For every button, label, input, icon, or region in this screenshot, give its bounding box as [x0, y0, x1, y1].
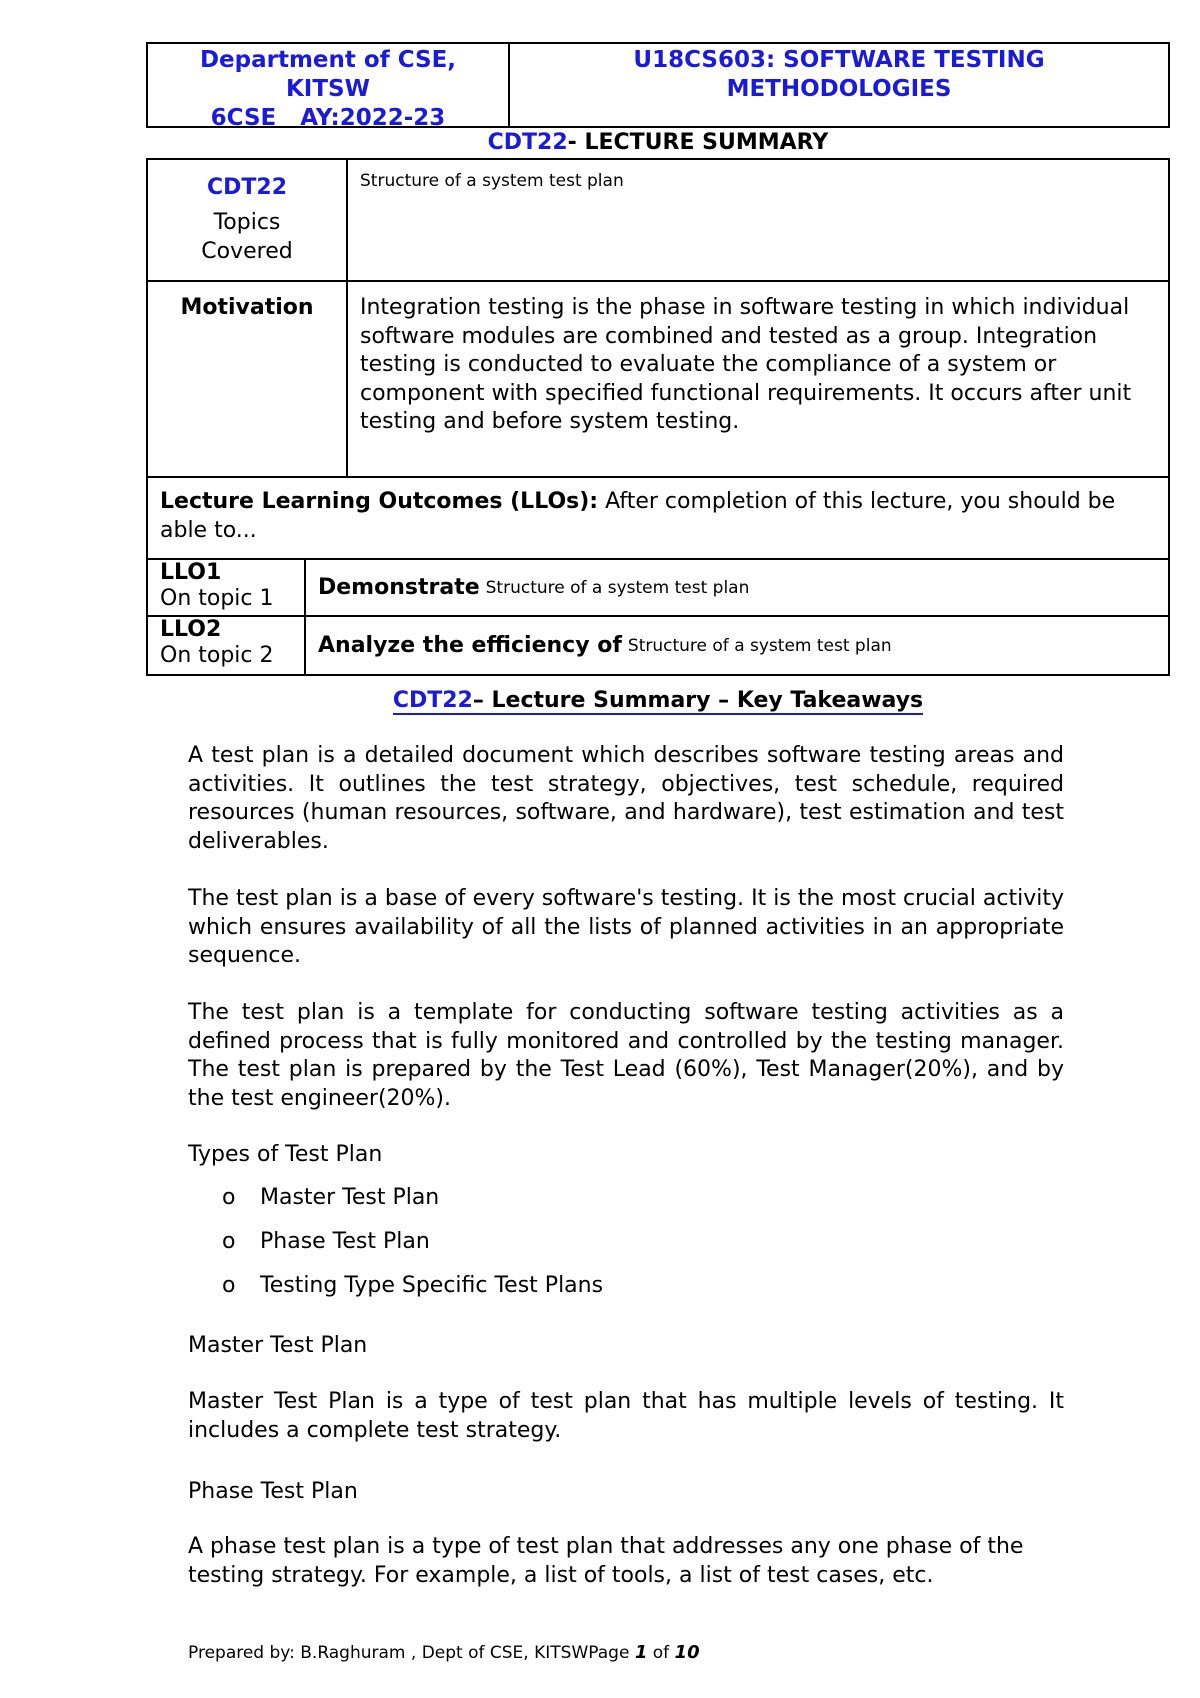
llo-id-cell — [148, 560, 306, 615]
llo-id-cell — [148, 617, 306, 674]
lecture-table — [146, 158, 1170, 676]
topics-row — [148, 160, 1168, 282]
llo-object: Structure of a system test plan — [627, 635, 892, 656]
llo-intro-row — [148, 478, 1168, 560]
page-word: Page — [588, 1643, 635, 1663]
llo-intro-heading: Lecture Learning Outcomes (LLOs): — [160, 489, 599, 514]
master-test-plan-text: Master Test Plan is a type of test plan that has multiple levels of testing. It includes a complete test strategy. — [188, 1389, 1064, 1443]
llo-id: LLO1 — [160, 560, 222, 585]
topics-label — [148, 208, 346, 266]
types-heading: Types of Test Plan — [188, 1142, 383, 1167]
llo-topic: On topic 1 — [160, 586, 274, 611]
llo-description — [306, 617, 1168, 674]
llo-object: Structure of a system test plan — [485, 577, 750, 598]
lecture-summary-title — [146, 128, 1170, 158]
motivation-row — [148, 282, 1168, 478]
list-item — [222, 1184, 439, 1212]
master-test-plan-heading: Master Test Plan — [188, 1333, 368, 1358]
takeaways-code: CDT22 — [392, 688, 473, 713]
paragraph-test-plan-template: The test plan is a template for conducting software testing activities as a defined process that is fully monitored and controlled by the testing manager. The test plan is prepared by the Test Lead (60%), Test Manager(20%), and by the test engineer(20%). — [188, 1000, 1064, 1111]
llo-row-2 — [148, 617, 1168, 674]
summary-code: CDT22 — [487, 130, 568, 155]
department-info — [148, 44, 510, 131]
llo-verb: Demonstrate — [318, 575, 480, 600]
page-total: 10 — [674, 1642, 700, 1663]
motivation-label: Motivation — [148, 282, 348, 476]
bullet-icon: o — [222, 1185, 236, 1210]
topics-label-line-1: Topics — [213, 210, 281, 235]
list-item — [222, 1228, 430, 1256]
takeaways-title-text: – Lecture Summary – Key Takeaways — [472, 688, 924, 713]
course-line-1: U18CS603: SOFTWARE TESTING — [633, 47, 1045, 73]
topics-label-line-2: Covered — [201, 239, 293, 264]
bullet-icon: o — [222, 1273, 236, 1298]
bullet-icon: o — [222, 1229, 236, 1254]
page-number: 1 — [634, 1642, 648, 1663]
summary-title-text: - LECTURE SUMMARY — [567, 130, 829, 155]
class-year-line: 6CSE AY:2022-23 — [210, 105, 446, 131]
llo-id: LLO2 — [160, 617, 222, 642]
motivation-text: Integration testing is the phase in software testing in which individual software modules are combined and tested as a group. Integration testing is conducted to evaluate the compliance of a system or component with specified functional requirements. It occurs after unit testing and before system testing. — [360, 295, 1132, 434]
topics-label-cell — [148, 160, 348, 280]
llo-description — [306, 560, 1168, 615]
topics-text: Structure of a system test plan — [360, 171, 624, 191]
prepared-by: Prepared by: B.Raghuram , Dept of CSE, KITSW — [188, 1643, 589, 1663]
list-item-text: Phase Test Plan — [260, 1229, 430, 1254]
list-item-text: Testing Type Specific Test Plans — [260, 1273, 604, 1298]
list-item-text: Master Test Plan — [260, 1185, 440, 1210]
header-table — [146, 42, 1170, 131]
llo-topic: On topic 2 — [160, 643, 274, 668]
page-of: of — [647, 1643, 675, 1663]
course-line-2: METHODOLOGIES — [726, 76, 952, 102]
institute-line: KITSW — [285, 76, 370, 102]
phase-test-plan-heading: Phase Test Plan — [188, 1479, 358, 1504]
llo-intro-text: After completion of this lecture, you should be able to... — [160, 489, 1116, 543]
key-takeaways-title — [146, 686, 1170, 716]
page-footer — [188, 1642, 700, 1664]
paragraph-test-plan-definition: A test plan is a detailed document which describes software testing areas and activities. It outlines the test strategy, objectives, test schedule, required resources (human resources, software, and hardware), test estimation and test deliverables. — [188, 743, 1064, 854]
paragraph-test-plan-base: The test plan is a base of every software's testing. It is the most crucial activity which ensures availability of all the lists of planned activities in an appropriate sequence. — [188, 886, 1064, 968]
llo-row-1 — [148, 560, 1168, 617]
topics-code: CDT22 — [206, 175, 288, 200]
llo-verb: Analyze the efficiency of — [318, 633, 622, 658]
department-line: Department of CSE, — [199, 47, 457, 73]
phase-test-plan-text: A phase test plan is a type of test plan that addresses any one phase of the testing strategy. For example, a list of tools, a list of test cases, etc. — [188, 1534, 1024, 1588]
list-item — [222, 1272, 603, 1300]
course-info — [510, 44, 1168, 126]
